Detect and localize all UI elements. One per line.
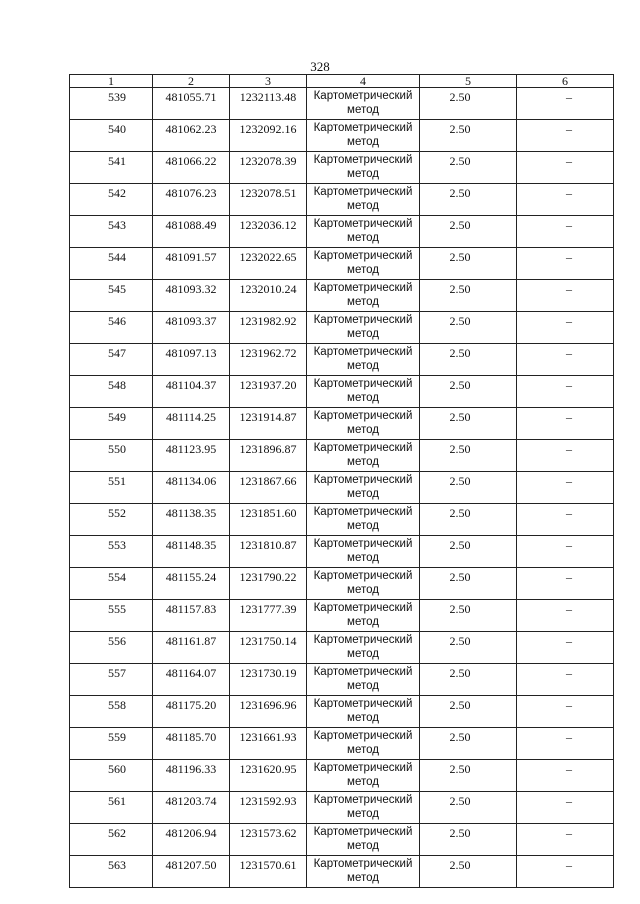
note-cell: – xyxy=(517,216,614,248)
table-row xyxy=(70,472,614,504)
accuracy-cell: 2.50 xyxy=(420,824,517,856)
accuracy-cell: 2.50 xyxy=(420,184,517,216)
accuracy-cell: 2.50 xyxy=(420,152,517,184)
method-line-1: Картометрический xyxy=(313,826,413,838)
x-coordinate-cell: 481093.32 xyxy=(153,280,230,312)
y-coordinate-cell: 1231573.62 xyxy=(230,824,307,856)
accuracy-cell: 2.50 xyxy=(420,312,517,344)
y-coordinate-cell: 1232036.12 xyxy=(230,216,307,248)
x-coordinate-cell: 481175.20 xyxy=(153,696,230,728)
note-cell: – xyxy=(517,664,614,696)
method-line-1: Картометрический xyxy=(313,410,413,422)
y-coordinate-cell: 1231896.87 xyxy=(230,440,307,472)
method-line-1: Картометрический xyxy=(313,186,413,198)
x-coordinate-cell: 481104.37 xyxy=(153,376,230,408)
table-row xyxy=(70,792,614,824)
accuracy-cell: 2.50 xyxy=(420,440,517,472)
note-cell: – xyxy=(517,88,614,120)
y-coordinate-cell: 1231867.66 xyxy=(230,472,307,504)
y-coordinate-cell: 1231914.87 xyxy=(230,408,307,440)
note-cell: – xyxy=(517,600,614,632)
x-coordinate-cell: 481185.70 xyxy=(153,728,230,760)
method-line-1: Картометрический xyxy=(313,794,413,806)
method-line-1: Картометрический xyxy=(313,250,413,262)
table-row xyxy=(70,440,614,472)
method-line-2: метод xyxy=(347,392,379,404)
note-cell: – xyxy=(517,344,614,376)
accuracy-cell: 2.50 xyxy=(420,568,517,600)
point-number-cell: 563 xyxy=(70,856,153,888)
x-coordinate-cell: 481207.50 xyxy=(153,856,230,888)
note-cell: – xyxy=(517,824,614,856)
accuracy-cell: 2.50 xyxy=(420,248,517,280)
accuracy-cell: 2.50 xyxy=(420,504,517,536)
method-cell xyxy=(307,440,420,472)
x-coordinate-cell: 481203.74 xyxy=(153,792,230,824)
method-line-2: метод xyxy=(347,136,379,148)
table-row xyxy=(70,760,614,792)
table-row xyxy=(70,696,614,728)
point-number-cell: 548 xyxy=(70,376,153,408)
method-cell xyxy=(307,696,420,728)
point-number-cell: 549 xyxy=(70,408,153,440)
table-row xyxy=(70,824,614,856)
table-row xyxy=(70,856,614,888)
method-line-1: Картометрический xyxy=(313,506,413,518)
method-cell xyxy=(307,120,420,152)
accuracy-cell: 2.50 xyxy=(420,792,517,824)
x-coordinate-cell: 481138.35 xyxy=(153,504,230,536)
x-coordinate-cell: 481148.35 xyxy=(153,536,230,568)
header-col-4: 4 xyxy=(307,75,420,88)
method-line-1: Картометрический xyxy=(313,314,413,326)
method-line-1: Картометрический xyxy=(313,442,413,454)
header-col-3: 3 xyxy=(230,75,307,88)
method-line-2: метод xyxy=(347,616,379,628)
method-line-2: метод xyxy=(347,168,379,180)
method-line-2: метод xyxy=(347,328,379,340)
point-number-cell: 553 xyxy=(70,536,153,568)
method-cell xyxy=(307,632,420,664)
x-coordinate-cell: 481161.87 xyxy=(153,632,230,664)
method-line-1: Картометрический xyxy=(313,346,413,358)
method-line-2: метод xyxy=(347,488,379,500)
point-number-cell: 562 xyxy=(70,824,153,856)
method-cell xyxy=(307,312,420,344)
note-cell: – xyxy=(517,440,614,472)
method-cell xyxy=(307,152,420,184)
y-coordinate-cell: 1231661.93 xyxy=(230,728,307,760)
note-cell: – xyxy=(517,312,614,344)
method-cell xyxy=(307,504,420,536)
y-coordinate-cell: 1232078.51 xyxy=(230,184,307,216)
note-cell: – xyxy=(517,376,614,408)
note-cell: – xyxy=(517,632,614,664)
point-number-cell: 559 xyxy=(70,728,153,760)
y-coordinate-cell: 1231750.14 xyxy=(230,632,307,664)
note-cell: – xyxy=(517,184,614,216)
method-cell xyxy=(307,472,420,504)
method-line-1: Картометрический xyxy=(313,762,413,774)
point-number-cell: 544 xyxy=(70,248,153,280)
table-row xyxy=(70,376,614,408)
point-number-cell: 543 xyxy=(70,216,153,248)
table-row xyxy=(70,216,614,248)
header-col-6: 6 xyxy=(517,75,614,88)
accuracy-cell: 2.50 xyxy=(420,216,517,248)
table-row xyxy=(70,120,614,152)
note-cell: – xyxy=(517,536,614,568)
method-line-2: метод xyxy=(347,584,379,596)
y-coordinate-cell: 1231730.19 xyxy=(230,664,307,696)
method-line-1: Картометрический xyxy=(313,218,413,230)
table-row xyxy=(70,184,614,216)
method-line-1: Картометрический xyxy=(313,602,413,614)
method-line-2: метод xyxy=(347,648,379,660)
method-line-1: Картометрический xyxy=(313,570,413,582)
accuracy-cell: 2.50 xyxy=(420,376,517,408)
point-number-cell: 545 xyxy=(70,280,153,312)
accuracy-cell: 2.50 xyxy=(420,728,517,760)
x-coordinate-cell: 481091.57 xyxy=(153,248,230,280)
accuracy-cell: 2.50 xyxy=(420,696,517,728)
method-cell xyxy=(307,280,420,312)
table-row xyxy=(70,152,614,184)
method-line-1: Картометрический xyxy=(313,122,413,134)
point-number-cell: 557 xyxy=(70,664,153,696)
method-cell xyxy=(307,216,420,248)
note-cell: – xyxy=(517,504,614,536)
y-coordinate-cell: 1231592.93 xyxy=(230,792,307,824)
accuracy-cell: 2.50 xyxy=(420,344,517,376)
note-cell: – xyxy=(517,472,614,504)
method-line-2: метод xyxy=(347,840,379,852)
y-coordinate-cell: 1231962.72 xyxy=(230,344,307,376)
method-line-2: метод xyxy=(347,360,379,372)
method-line-1: Картометрический xyxy=(313,154,413,166)
y-coordinate-cell: 1231570.61 xyxy=(230,856,307,888)
table-row xyxy=(70,600,614,632)
method-line-2: метод xyxy=(347,520,379,532)
x-coordinate-cell: 481157.83 xyxy=(153,600,230,632)
note-cell: – xyxy=(517,568,614,600)
y-coordinate-cell: 1232078.39 xyxy=(230,152,307,184)
table-row xyxy=(70,664,614,696)
x-coordinate-cell: 481134.06 xyxy=(153,472,230,504)
method-line-1: Картометрический xyxy=(313,698,413,710)
point-number-cell: 550 xyxy=(70,440,153,472)
y-coordinate-cell: 1231790.22 xyxy=(230,568,307,600)
method-line-2: метод xyxy=(347,712,379,724)
accuracy-cell: 2.50 xyxy=(420,120,517,152)
header-col-1: 1 xyxy=(70,75,153,88)
method-line-2: метод xyxy=(347,552,379,564)
coordinates-table xyxy=(69,74,614,888)
method-line-2: метод xyxy=(347,808,379,820)
x-coordinate-cell: 481164.07 xyxy=(153,664,230,696)
method-cell xyxy=(307,760,420,792)
x-coordinate-cell: 481155.24 xyxy=(153,568,230,600)
note-cell: – xyxy=(517,856,614,888)
table-row xyxy=(70,504,614,536)
header-col-5: 5 xyxy=(420,75,517,88)
point-number-cell: 561 xyxy=(70,792,153,824)
accuracy-cell: 2.50 xyxy=(420,280,517,312)
accuracy-cell: 2.50 xyxy=(420,760,517,792)
accuracy-cell: 2.50 xyxy=(420,472,517,504)
x-coordinate-cell: 481093.37 xyxy=(153,312,230,344)
x-coordinate-cell: 481114.25 xyxy=(153,408,230,440)
table-row xyxy=(70,248,614,280)
y-coordinate-cell: 1231982.92 xyxy=(230,312,307,344)
point-number-cell: 546 xyxy=(70,312,153,344)
x-coordinate-cell: 481088.49 xyxy=(153,216,230,248)
table-row xyxy=(70,408,614,440)
method-line-2: метод xyxy=(347,104,379,116)
note-cell: – xyxy=(517,120,614,152)
accuracy-cell: 2.50 xyxy=(420,856,517,888)
y-coordinate-cell: 1232113.48 xyxy=(230,88,307,120)
method-cell xyxy=(307,792,420,824)
header-row xyxy=(70,75,614,88)
accuracy-cell: 2.50 xyxy=(420,408,517,440)
note-cell: – xyxy=(517,696,614,728)
table-row xyxy=(70,632,614,664)
x-coordinate-cell: 481055.71 xyxy=(153,88,230,120)
point-number-cell: 558 xyxy=(70,696,153,728)
method-line-2: метод xyxy=(347,424,379,436)
method-cell xyxy=(307,856,420,888)
method-cell xyxy=(307,728,420,760)
table-row xyxy=(70,312,614,344)
y-coordinate-cell: 1231696.96 xyxy=(230,696,307,728)
y-coordinate-cell: 1231810.87 xyxy=(230,536,307,568)
table-row xyxy=(70,88,614,120)
method-line-2: метод xyxy=(347,264,379,276)
point-number-cell: 547 xyxy=(70,344,153,376)
table-header xyxy=(70,75,614,88)
point-number-cell: 560 xyxy=(70,760,153,792)
note-cell: – xyxy=(517,248,614,280)
method-cell xyxy=(307,568,420,600)
point-number-cell: 539 xyxy=(70,88,153,120)
table-row xyxy=(70,344,614,376)
method-line-1: Картометрический xyxy=(313,282,413,294)
method-line-2: метод xyxy=(347,680,379,692)
y-coordinate-cell: 1231620.95 xyxy=(230,760,307,792)
method-cell xyxy=(307,376,420,408)
y-coordinate-cell: 1232022.65 xyxy=(230,248,307,280)
page-number: 328 xyxy=(310,59,330,74)
method-line-2: метод xyxy=(347,200,379,212)
point-number-cell: 551 xyxy=(70,472,153,504)
point-number-cell: 540 xyxy=(70,120,153,152)
note-cell: – xyxy=(517,152,614,184)
y-coordinate-cell: 1231937.20 xyxy=(230,376,307,408)
y-coordinate-cell: 1232010.24 xyxy=(230,280,307,312)
y-coordinate-cell: 1231777.39 xyxy=(230,600,307,632)
x-coordinate-cell: 481076.23 xyxy=(153,184,230,216)
method-line-1: Картометрический xyxy=(313,90,413,102)
note-cell: – xyxy=(517,728,614,760)
note-cell: – xyxy=(517,792,614,824)
point-number-cell: 556 xyxy=(70,632,153,664)
accuracy-cell: 2.50 xyxy=(420,600,517,632)
point-number-cell: 555 xyxy=(70,600,153,632)
method-line-2: метод xyxy=(347,456,379,468)
point-number-cell: 541 xyxy=(70,152,153,184)
x-coordinate-cell: 481066.22 xyxy=(153,152,230,184)
x-coordinate-cell: 481097.13 xyxy=(153,344,230,376)
x-coordinate-cell: 481206.94 xyxy=(153,824,230,856)
x-coordinate-cell: 481123.95 xyxy=(153,440,230,472)
method-line-1: Картометрический xyxy=(313,634,413,646)
note-cell: – xyxy=(517,280,614,312)
method-line-1: Картометрический xyxy=(313,730,413,742)
method-cell xyxy=(307,664,420,696)
method-line-2: метод xyxy=(347,296,379,308)
method-line-2: метод xyxy=(347,744,379,756)
method-cell xyxy=(307,344,420,376)
method-cell xyxy=(307,88,420,120)
method-cell xyxy=(307,824,420,856)
method-cell xyxy=(307,408,420,440)
note-cell: – xyxy=(517,408,614,440)
table-row xyxy=(70,536,614,568)
accuracy-cell: 2.50 xyxy=(420,88,517,120)
method-line-1: Картометрический xyxy=(313,858,413,870)
method-line-1: Картометрический xyxy=(313,538,413,550)
method-line-1: Картометрический xyxy=(313,666,413,678)
y-coordinate-cell: 1232092.16 xyxy=(230,120,307,152)
point-number-cell: 554 xyxy=(70,568,153,600)
method-line-2: метод xyxy=(347,232,379,244)
method-line-2: метод xyxy=(347,776,379,788)
header-col-2: 2 xyxy=(153,75,230,88)
table-row xyxy=(70,568,614,600)
method-cell xyxy=(307,536,420,568)
accuracy-cell: 2.50 xyxy=(420,632,517,664)
accuracy-cell: 2.50 xyxy=(420,536,517,568)
table-body xyxy=(70,88,614,888)
note-cell: – xyxy=(517,760,614,792)
y-coordinate-cell: 1231851.60 xyxy=(230,504,307,536)
table-row xyxy=(70,280,614,312)
x-coordinate-cell: 481062.23 xyxy=(153,120,230,152)
x-coordinate-cell: 481196.33 xyxy=(153,760,230,792)
method-cell xyxy=(307,184,420,216)
point-number-cell: 552 xyxy=(70,504,153,536)
method-cell xyxy=(307,248,420,280)
method-line-2: метод xyxy=(347,872,379,884)
table-row xyxy=(70,728,614,760)
method-line-1: Картометрический xyxy=(313,474,413,486)
method-line-1: Картометрический xyxy=(313,378,413,390)
point-number-cell: 542 xyxy=(70,184,153,216)
accuracy-cell: 2.50 xyxy=(420,664,517,696)
method-cell xyxy=(307,600,420,632)
